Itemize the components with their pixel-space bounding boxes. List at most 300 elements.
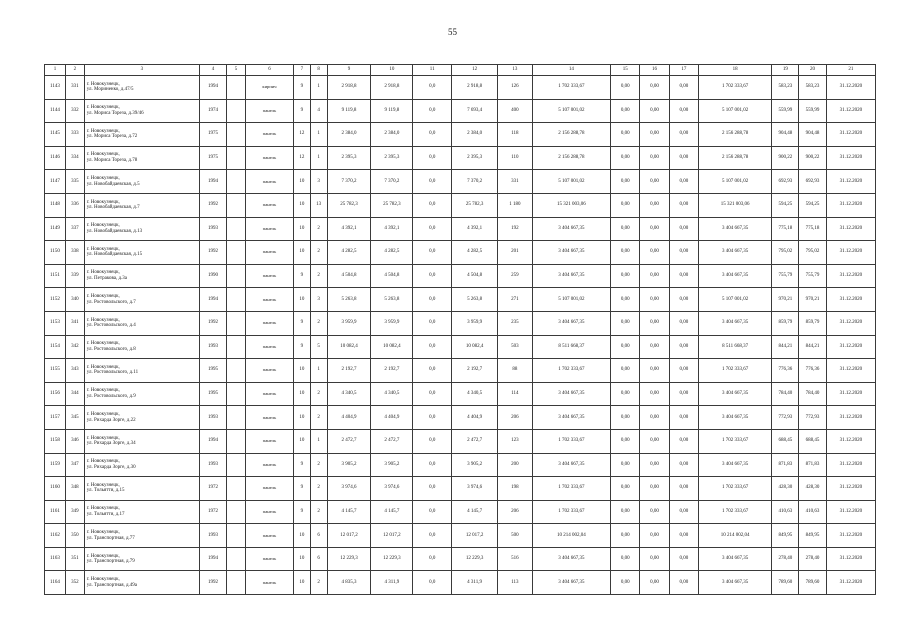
- record-id-cell: 333: [65, 123, 84, 147]
- address-city: г. Новокузнецк,: [86, 199, 120, 205]
- row-number-cell: 1160: [45, 477, 66, 501]
- address-street: ул. Транспортная, д.79: [86, 559, 135, 565]
- row-number-cell: 1149: [45, 217, 66, 241]
- cost-local-cell: 0,00: [669, 146, 698, 170]
- cost-local-cell: 0,00: [669, 123, 698, 147]
- cost-regional-cell: 0,00: [640, 217, 669, 241]
- area-residential-cell: 12 017,2: [452, 524, 498, 548]
- cost-total-cell: 1 702 333,67: [699, 477, 772, 501]
- column-header: 13: [498, 65, 533, 76]
- wall-material-cell: кирпич: [245, 76, 293, 100]
- year-built-cell: 1995: [199, 359, 226, 383]
- area-commercial-cell: 0,0: [413, 477, 452, 501]
- address-street: ул. Новобайдаевская, д.15: [86, 252, 143, 258]
- column-header: 3: [84, 65, 199, 76]
- table-row: [45, 335, 876, 359]
- cost-local-cell: 0,00: [669, 547, 698, 571]
- record-id-cell: 345: [65, 406, 84, 430]
- column-header: 14: [532, 65, 610, 76]
- cost-total-cell: 3 404 667,35: [699, 453, 772, 477]
- column-header: 9: [327, 65, 371, 76]
- year-rebuilt-cell: [227, 76, 246, 100]
- address-street: ул. Транспортная, д.49а: [86, 582, 138, 588]
- address-city: г. Новокузнецк,: [86, 105, 120, 111]
- cost-total-cell: 10 214 002,04: [699, 524, 772, 548]
- repair-cost-cell: 3 404 667,35: [532, 406, 610, 430]
- repair-cost-cell: 5 107 001,02: [532, 288, 610, 312]
- entrances-cell: 1: [310, 429, 327, 453]
- residents-cell: 259: [498, 264, 533, 288]
- floors-cell: 9: [294, 477, 311, 501]
- wall-material-cell: панель: [245, 429, 293, 453]
- repair-cost-cell: 3 404 667,35: [532, 264, 610, 288]
- table-row: [45, 170, 876, 194]
- address-cell: [84, 217, 199, 241]
- total-area-cell: 12 229,3: [327, 547, 371, 571]
- cost-regional-cell: 0,00: [640, 429, 669, 453]
- floors-cell: 10: [294, 359, 311, 383]
- residents-cell: 235: [498, 311, 533, 335]
- area-residential-cell: 3 959,9: [452, 311, 498, 335]
- total-area-cell: 25 782,3: [327, 193, 371, 217]
- cost-total-cell: 3 404 667,35: [699, 264, 772, 288]
- cost-regional-cell: 0,00: [640, 406, 669, 430]
- cost-federal-cell: 0,00: [611, 311, 640, 335]
- cost-total-cell: 3 404 667,35: [699, 382, 772, 406]
- unit-cost-cell: 692,93: [772, 170, 799, 194]
- total-area-cell: 2 918,8: [327, 76, 371, 100]
- cost-federal-cell: 0,00: [611, 146, 640, 170]
- address-street: ул. Рихарда Зорге, д.22: [86, 417, 136, 423]
- area-commercial-cell: 0,0: [413, 170, 452, 194]
- area-commercial-cell: 0,0: [413, 99, 452, 123]
- cost-local-cell: 0,00: [669, 429, 698, 453]
- residents-cell: 123: [498, 429, 533, 453]
- cost-total-cell: 1 702 333,67: [699, 429, 772, 453]
- row-number-cell: 1159: [45, 453, 66, 477]
- address-city: г. Новокузнецк,: [86, 223, 120, 229]
- area-apartments-cell: 4 145,7: [371, 500, 413, 524]
- table-row: [45, 382, 876, 406]
- completion-date-cell: 31.12.2020: [826, 76, 875, 100]
- wall-material-cell: панель: [245, 524, 293, 548]
- repair-cost-cell: 5 107 001,02: [532, 170, 610, 194]
- unit-cost-limit-cell: 594,25: [799, 193, 826, 217]
- cost-local-cell: 0,00: [669, 311, 698, 335]
- address-street: ул. Транспортная, д.77: [86, 535, 135, 541]
- cost-federal-cell: 0,00: [611, 453, 640, 477]
- unit-cost-cell: 776,36: [772, 359, 799, 383]
- table-row: [45, 76, 876, 100]
- completion-date-cell: 31.12.2020: [826, 241, 875, 265]
- entrances-cell: 2: [310, 500, 327, 524]
- cost-regional-cell: 0,00: [640, 288, 669, 312]
- completion-date-cell: 31.12.2020: [826, 170, 875, 194]
- row-number-cell: 1150: [45, 241, 66, 265]
- floors-cell: 9: [294, 76, 311, 100]
- completion-date-cell: 31.12.2020: [826, 146, 875, 170]
- year-built-cell: 1994: [199, 170, 226, 194]
- cost-local-cell: 0,00: [669, 193, 698, 217]
- address-cell: [84, 500, 199, 524]
- wall-material-cell: панель: [245, 146, 293, 170]
- entrances-cell: 2: [310, 264, 327, 288]
- entrances-cell: 2: [310, 217, 327, 241]
- area-residential-cell: 7 693,4: [452, 99, 498, 123]
- total-area-cell: 2 472,7: [327, 429, 371, 453]
- floors-cell: 9: [294, 335, 311, 359]
- year-rebuilt-cell: [227, 311, 246, 335]
- cost-regional-cell: 0,00: [640, 477, 669, 501]
- area-residential-cell: 25 782,3: [452, 193, 498, 217]
- record-id-cell: 336: [65, 193, 84, 217]
- unit-cost-limit-cell: 772,93: [799, 406, 826, 430]
- unit-cost-cell: 904,48: [772, 123, 799, 147]
- year-rebuilt-cell: [227, 99, 246, 123]
- repair-cost-cell: 2 156 288,78: [532, 146, 610, 170]
- total-area-cell: 3 974,6: [327, 477, 371, 501]
- unit-cost-limit-cell: 970,21: [799, 288, 826, 312]
- cost-regional-cell: 0,00: [640, 359, 669, 383]
- address-street: ул. Мориса Тореза, д.72: [86, 134, 138, 140]
- wall-material-cell: панель: [245, 217, 293, 241]
- unit-cost-cell: 795,02: [772, 241, 799, 265]
- residents-cell: 331: [498, 170, 533, 194]
- year-built-cell: 1993: [199, 406, 226, 430]
- address-cell: [84, 264, 199, 288]
- area-apartments-cell: 4 340,5: [371, 382, 413, 406]
- cost-total-cell: 2 156 288,78: [699, 146, 772, 170]
- completion-date-cell: 31.12.2020: [826, 382, 875, 406]
- floors-cell: 10: [294, 429, 311, 453]
- cost-regional-cell: 0,00: [640, 146, 669, 170]
- residents-cell: 126: [498, 76, 533, 100]
- area-apartments-cell: 4 282,5: [371, 241, 413, 265]
- address-street: ул. Ростовольского, д.4: [86, 323, 136, 329]
- area-apartments-cell: 5 263,8: [371, 288, 413, 312]
- completion-date-cell: 31.12.2020: [826, 264, 875, 288]
- unit-cost-limit-cell: 428,30: [799, 477, 826, 501]
- row-number-cell: 1157: [45, 406, 66, 430]
- address-cell: [84, 547, 199, 571]
- wall-material-cell: панель: [245, 359, 293, 383]
- repair-cost-cell: 8 511 668,37: [532, 335, 610, 359]
- unit-cost-limit-cell: 795,02: [799, 241, 826, 265]
- table-row: [45, 547, 876, 571]
- unit-cost-limit-cell: 278,40: [799, 547, 826, 571]
- area-commercial-cell: 0,0: [413, 264, 452, 288]
- unit-cost-limit-cell: 410,63: [799, 500, 826, 524]
- year-built-cell: 1992: [199, 571, 226, 595]
- cost-total-cell: 15 321 003,06: [699, 193, 772, 217]
- year-built-cell: 1992: [199, 311, 226, 335]
- record-id-cell: 342: [65, 335, 84, 359]
- cost-regional-cell: 0,00: [640, 170, 669, 194]
- area-residential-cell: 4 145,7: [452, 500, 498, 524]
- table-row: [45, 571, 876, 595]
- wall-material-cell: панель: [245, 99, 293, 123]
- row-number-cell: 1143: [45, 76, 66, 100]
- year-rebuilt-cell: [227, 170, 246, 194]
- column-header: 18: [699, 65, 772, 76]
- row-number-cell: 1153: [45, 311, 66, 335]
- column-header: 17: [669, 65, 698, 76]
- cost-local-cell: 0,00: [669, 524, 698, 548]
- floors-cell: 10: [294, 547, 311, 571]
- wall-material-cell: панель: [245, 264, 293, 288]
- cost-regional-cell: 0,00: [640, 264, 669, 288]
- address-city: г. Новокузнецк,: [86, 152, 120, 158]
- year-rebuilt-cell: [227, 359, 246, 383]
- unit-cost-cell: 871,83: [772, 453, 799, 477]
- wall-material-cell: панель: [245, 382, 293, 406]
- column-header: 20: [799, 65, 826, 76]
- total-area-cell: 4 282,5: [327, 241, 371, 265]
- year-rebuilt-cell: [227, 524, 246, 548]
- header-row: [45, 65, 876, 76]
- row-number-cell: 1151: [45, 264, 66, 288]
- cost-local-cell: 0,00: [669, 477, 698, 501]
- address-cell: [84, 170, 199, 194]
- area-commercial-cell: 0,0: [413, 288, 452, 312]
- completion-date-cell: 31.12.2020: [826, 429, 875, 453]
- completion-date-cell: 31.12.2020: [826, 359, 875, 383]
- unit-cost-limit-cell: 784,40: [799, 382, 826, 406]
- unit-cost-cell: 278,40: [772, 547, 799, 571]
- address-street: ул. Петракова, д.3а: [86, 276, 128, 282]
- record-id-cell: 335: [65, 170, 84, 194]
- table-row: [45, 429, 876, 453]
- address-street: ул. Рихарда Зорге, д.34: [86, 441, 136, 447]
- area-residential-cell: 12 229,3: [452, 547, 498, 571]
- row-number-cell: 1145: [45, 123, 66, 147]
- entrances-cell: 3: [310, 288, 327, 312]
- column-header: 5: [227, 65, 246, 76]
- area-apartments-cell: 2 472,7: [371, 429, 413, 453]
- floors-cell: 9: [294, 264, 311, 288]
- record-id-cell: 332: [65, 99, 84, 123]
- row-number-cell: 1144: [45, 99, 66, 123]
- unit-cost-cell: 789,60: [772, 571, 799, 595]
- year-rebuilt-cell: [227, 264, 246, 288]
- year-rebuilt-cell: [227, 193, 246, 217]
- wall-material-cell: панель: [245, 170, 293, 194]
- address-street: ул. Мориненко, д.47/5: [86, 87, 134, 93]
- column-header: 10: [371, 65, 413, 76]
- address-city: г. Новокузнецк,: [86, 128, 120, 134]
- area-commercial-cell: 0,0: [413, 524, 452, 548]
- address-street: ул. Ростовольского, д.11: [86, 370, 139, 376]
- unit-cost-limit-cell: 688,45: [799, 429, 826, 453]
- table-row: [45, 241, 876, 265]
- area-commercial-cell: 0,0: [413, 453, 452, 477]
- completion-date-cell: 31.12.2020: [826, 335, 875, 359]
- row-number-cell: 1154: [45, 335, 66, 359]
- total-area-cell: 4 835,3: [327, 571, 371, 595]
- area-residential-cell: 2 472,7: [452, 429, 498, 453]
- repair-cost-cell: 15 321 003,06: [532, 193, 610, 217]
- area-commercial-cell: 0,0: [413, 547, 452, 571]
- cost-regional-cell: 0,00: [640, 453, 669, 477]
- table-row: [45, 193, 876, 217]
- cost-total-cell: 2 156 288,78: [699, 123, 772, 147]
- residents-cell: 192: [498, 217, 533, 241]
- year-built-cell: 1994: [199, 547, 226, 571]
- floors-cell: 9: [294, 99, 311, 123]
- row-number-cell: 1146: [45, 146, 66, 170]
- address-cell: [84, 193, 199, 217]
- address-cell: [84, 99, 199, 123]
- record-id-cell: 341: [65, 311, 84, 335]
- floors-cell: 10: [294, 524, 311, 548]
- area-apartments-cell: 2 192,7: [371, 359, 413, 383]
- year-built-cell: 1990: [199, 264, 226, 288]
- floors-cell: 9: [294, 453, 311, 477]
- unit-cost-cell: 849,95: [772, 524, 799, 548]
- area-commercial-cell: 0,0: [413, 193, 452, 217]
- year-built-cell: 1975: [199, 123, 226, 147]
- record-id-cell: 331: [65, 76, 84, 100]
- address-cell: [84, 429, 199, 453]
- column-header: 16: [640, 65, 669, 76]
- area-apartments-cell: 7 370,2: [371, 170, 413, 194]
- record-id-cell: 340: [65, 288, 84, 312]
- cost-total-cell: 3 404 667,35: [699, 547, 772, 571]
- address-city: г. Новокузнецк,: [86, 341, 120, 347]
- area-residential-cell: 2 192,7: [452, 359, 498, 383]
- unit-cost-cell: 844,21: [772, 335, 799, 359]
- cost-federal-cell: 0,00: [611, 264, 640, 288]
- year-built-cell: 1993: [199, 335, 226, 359]
- completion-date-cell: 31.12.2020: [826, 123, 875, 147]
- year-built-cell: 1993: [199, 453, 226, 477]
- residents-cell: 516: [498, 547, 533, 571]
- area-apartments-cell: 12 017,2: [371, 524, 413, 548]
- wall-material-cell: панель: [245, 241, 293, 265]
- address-city: г. Новокузнецк,: [86, 176, 120, 182]
- completion-date-cell: 31.12.2020: [826, 217, 875, 241]
- unit-cost-cell: 755,79: [772, 264, 799, 288]
- record-id-cell: 347: [65, 453, 84, 477]
- cost-total-cell: 5 107 001,02: [699, 99, 772, 123]
- total-area-cell: 2 395,3: [327, 146, 371, 170]
- residents-cell: 400: [498, 99, 533, 123]
- record-id-cell: 352: [65, 571, 84, 595]
- repair-cost-cell: 1 702 333,67: [532, 76, 610, 100]
- area-residential-cell: 10 082,4: [452, 335, 498, 359]
- address-cell: [84, 359, 199, 383]
- address-cell: [84, 571, 199, 595]
- record-id-cell: 337: [65, 217, 84, 241]
- entrances-cell: 3: [310, 170, 327, 194]
- table-row: [45, 288, 876, 312]
- repair-cost-cell: 3 404 667,35: [532, 453, 610, 477]
- cost-total-cell: 3 404 667,35: [699, 406, 772, 430]
- address-city: г. Новокузнецк,: [86, 388, 120, 394]
- residents-cell: 201: [498, 241, 533, 265]
- area-commercial-cell: 0,0: [413, 146, 452, 170]
- address-city: г. Новокузнецк,: [86, 506, 120, 512]
- residents-cell: 503: [498, 335, 533, 359]
- cost-federal-cell: 0,00: [611, 335, 640, 359]
- cost-federal-cell: 0,00: [611, 359, 640, 383]
- cost-regional-cell: 0,00: [640, 241, 669, 265]
- wall-material-cell: панель: [245, 571, 293, 595]
- unit-cost-limit-cell: 849,95: [799, 524, 826, 548]
- record-id-cell: 348: [65, 477, 84, 501]
- area-commercial-cell: 0,0: [413, 123, 452, 147]
- repair-cost-cell: 10 214 002,04: [532, 524, 610, 548]
- area-commercial-cell: 0,0: [413, 241, 452, 265]
- entrances-cell: 2: [310, 571, 327, 595]
- year-rebuilt-cell: [227, 429, 246, 453]
- completion-date-cell: 31.12.2020: [826, 571, 875, 595]
- table-row: [45, 524, 876, 548]
- record-id-cell: 338: [65, 241, 84, 265]
- cost-federal-cell: 0,00: [611, 547, 640, 571]
- unit-cost-limit-cell: 900,22: [799, 146, 826, 170]
- area-commercial-cell: 0,0: [413, 406, 452, 430]
- unit-cost-limit-cell: 775,18: [799, 217, 826, 241]
- cost-federal-cell: 0,00: [611, 406, 640, 430]
- entrances-cell: 6: [310, 547, 327, 571]
- unit-cost-limit-cell: 859,79: [799, 311, 826, 335]
- area-residential-cell: 5 263,8: [452, 288, 498, 312]
- cost-total-cell: 3 404 667,35: [699, 311, 772, 335]
- record-id-cell: 344: [65, 382, 84, 406]
- floors-cell: 10: [294, 217, 311, 241]
- cost-local-cell: 0,00: [669, 217, 698, 241]
- table-row: [45, 264, 876, 288]
- unit-cost-cell: 428,30: [772, 477, 799, 501]
- cost-local-cell: 0,00: [669, 359, 698, 383]
- cost-federal-cell: 0,00: [611, 241, 640, 265]
- area-residential-cell: 2 918,8: [452, 76, 498, 100]
- address-cell: [84, 453, 199, 477]
- repair-cost-cell: 5 107 001,02: [532, 99, 610, 123]
- cost-federal-cell: 0,00: [611, 571, 640, 595]
- floors-cell: 10: [294, 241, 311, 265]
- residents-cell: 206: [498, 500, 533, 524]
- floors-cell: 10: [294, 571, 311, 595]
- area-residential-cell: 4 392,1: [452, 217, 498, 241]
- year-built-cell: 1972: [199, 477, 226, 501]
- floors-cell: 10: [294, 288, 311, 312]
- area-commercial-cell: 0,0: [413, 359, 452, 383]
- residents-cell: 500: [498, 524, 533, 548]
- area-commercial-cell: 0,0: [413, 76, 452, 100]
- table-row: [45, 453, 876, 477]
- total-area-cell: 4 392,1: [327, 217, 371, 241]
- total-area-cell: 2 192,7: [327, 359, 371, 383]
- address-city: г. Новокузнецк,: [86, 459, 120, 465]
- address-street: ул. Тольятти, д.15: [86, 488, 125, 494]
- table-row: [45, 500, 876, 524]
- year-rebuilt-cell: [227, 571, 246, 595]
- cost-regional-cell: 0,00: [640, 547, 669, 571]
- year-rebuilt-cell: [227, 382, 246, 406]
- wall-material-cell: панель: [245, 453, 293, 477]
- table-row: [45, 217, 876, 241]
- total-area-cell: 3 905,2: [327, 453, 371, 477]
- row-number-cell: 1155: [45, 359, 66, 383]
- area-apartments-cell: 4 404,9: [371, 406, 413, 430]
- address-city: г. Новокузнецк,: [86, 435, 120, 441]
- area-commercial-cell: 0,0: [413, 500, 452, 524]
- floors-cell: 10: [294, 170, 311, 194]
- area-residential-cell: 4 504,8: [452, 264, 498, 288]
- cost-total-cell: 1 702 333,67: [699, 76, 772, 100]
